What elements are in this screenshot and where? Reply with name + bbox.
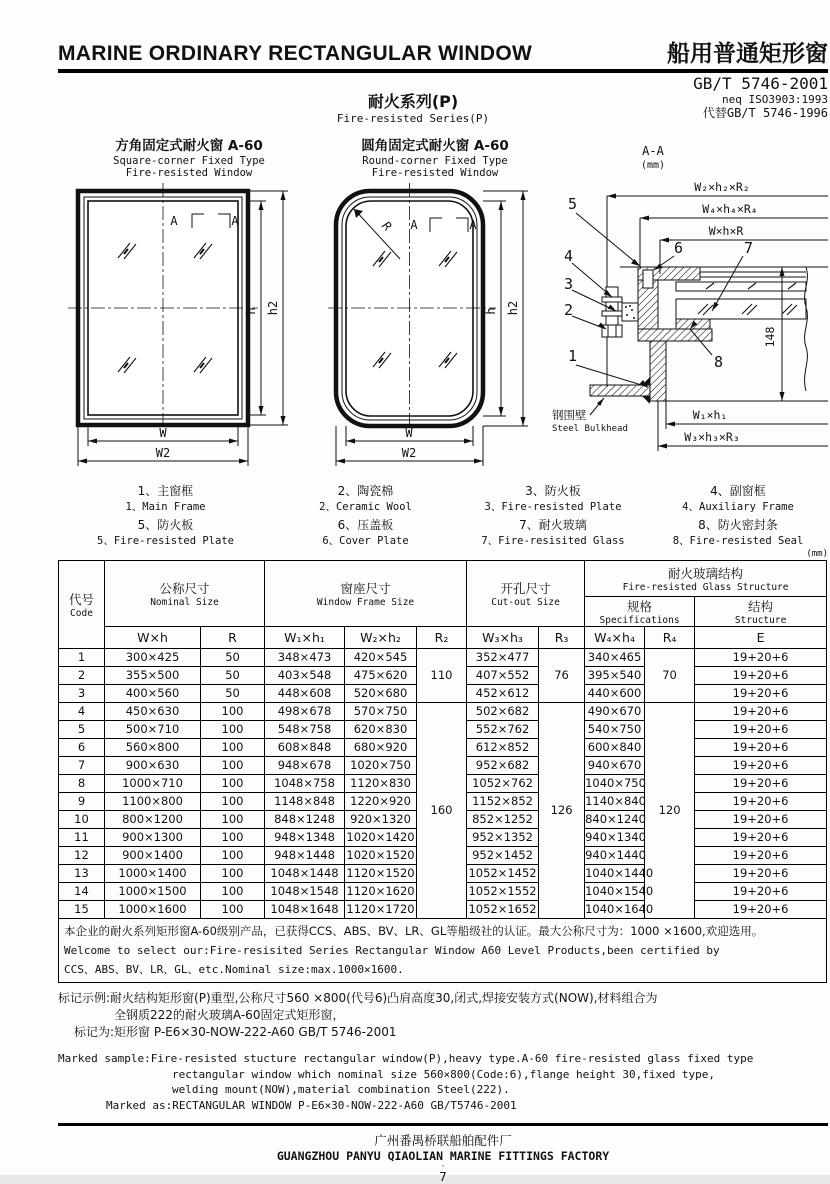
cell: 450×630	[105, 703, 201, 721]
cell: 7	[59, 757, 105, 775]
cell: 500×710	[105, 721, 201, 739]
sym-wh: W×h	[105, 627, 201, 649]
cell-r2-span: 110	[417, 649, 467, 703]
standard-iso: neq ISO3903:1993	[722, 93, 828, 107]
page-title-cn: 船用普通矩形窗	[667, 41, 828, 67]
legend-item-en: 5、Fire-resisted Plate	[97, 535, 234, 547]
table-unit: (mm)	[806, 549, 828, 559]
cell: 403×548	[265, 667, 345, 685]
dim-h-label: h	[244, 307, 258, 315]
col-group-cutout: 开孔尺寸 Cut-out Size	[467, 561, 585, 627]
cell: 100	[201, 757, 265, 775]
cell: 612×852	[467, 739, 539, 757]
legend-item-cn: 7、耐火玻璃	[519, 518, 587, 532]
legend-item-cn: 8、防火密封条	[698, 518, 778, 532]
figures-row	[58, 139, 828, 479]
cell: 355×500	[105, 667, 201, 685]
cell: 3	[59, 685, 105, 703]
dim-w-label: W	[405, 426, 413, 440]
subhead	[58, 73, 828, 139]
dim-w4h4r4-label: W₄×h₄×R₄	[702, 202, 758, 216]
dim-w2h2r2-label: W₂×h₂×R₂	[694, 180, 750, 194]
marking-en-designation: Marked as:RECTANGULAR WINDOW P-E6×30-NOW-222-A60 GB/T5746-2001	[106, 1098, 517, 1112]
legend-item	[648, 515, 828, 549]
cell: 1000×1400	[105, 865, 201, 883]
legend-item-en: 8、Fire-resisted Seal	[672, 535, 804, 547]
legend-item-cn: 5、防火板	[137, 518, 194, 532]
standard-current: GB/T 5746-2001	[693, 74, 828, 93]
part-number-1: 1	[568, 347, 578, 365]
legend-item	[273, 481, 458, 515]
bulkhead-label-cn: 钢围壁	[552, 408, 587, 422]
cell: 548×758	[265, 721, 345, 739]
cell: 1052×1452	[467, 865, 539, 883]
factory-name-cn: 广州番禺桥联船舶配件厂	[374, 1132, 512, 1148]
cell: 100	[201, 811, 265, 829]
legend-item	[273, 515, 458, 549]
cell: 19+20+6	[695, 721, 827, 739]
cell: 420×545	[345, 649, 417, 667]
cell: 11	[59, 829, 105, 847]
legend-item	[58, 481, 273, 515]
cell: 1040×750	[585, 775, 645, 793]
cell: 900×1300	[105, 829, 201, 847]
cell: 1048×1448	[265, 865, 345, 883]
dim-w3h3r3-label: W₃×h₃×R₃	[684, 430, 740, 444]
legend-item	[458, 481, 648, 515]
legend-item	[458, 515, 648, 549]
cell: 50	[201, 649, 265, 667]
marking-notes	[58, 990, 828, 1114]
legend-item-en: 3、Fire-resisted Plate	[484, 501, 622, 513]
cell: 600×840	[585, 739, 645, 757]
cell: 1152×852	[467, 793, 539, 811]
cell: 920×1320	[345, 811, 417, 829]
series-title-cn: 耐火系列(P)	[367, 92, 459, 111]
cell: 300×425	[105, 649, 201, 667]
cell: 6	[59, 739, 105, 757]
standards-block	[693, 74, 828, 121]
series-title-en: Fire-resisted Series(P)	[336, 112, 490, 125]
cell: 340×465	[585, 649, 645, 667]
cell: 680×920	[345, 739, 417, 757]
cell: 448×608	[265, 685, 345, 703]
cell: 100	[201, 847, 265, 865]
col-group-spec: 规格 Specifications	[585, 597, 695, 627]
cell: 19+20+6	[695, 667, 827, 685]
dim-h-label: h	[484, 307, 498, 315]
part-number-6: 6	[674, 239, 684, 257]
col-group-glass: 耐火玻璃结构 Fire-resisted Glass Structure	[585, 561, 827, 597]
header-row-symbols	[59, 627, 827, 649]
cell: 19+20+6	[695, 811, 827, 829]
figure-round-window	[320, 139, 550, 483]
table-note-row	[59, 919, 827, 983]
section-drawing	[550, 139, 828, 464]
cell: 100	[201, 865, 265, 883]
table-note-cn: 本企业的耐火系列矩形窗A-60级别产品，已获得CCS、ABS、BV、LR、GL等船级社的认证。最大公称尺寸为：1000 ×1600,欢迎选用。	[64, 924, 764, 938]
bulkhead-label-en: Steel Bulkhead	[552, 424, 628, 434]
cell: 100	[201, 775, 265, 793]
standard-replaced: 代替GB/T 5746-1996	[702, 106, 828, 121]
cell: 1000×710	[105, 775, 201, 793]
cell: 502×682	[467, 703, 539, 721]
cell: 852×1252	[467, 811, 539, 829]
legend-item-en: 2、Ceramic Wool	[319, 501, 412, 513]
part-number-3: 3	[564, 275, 574, 293]
cell: 490×670	[585, 703, 645, 721]
cell: 8	[59, 775, 105, 793]
cell: 570×750	[345, 703, 417, 721]
cell: 952×682	[467, 757, 539, 775]
cell: 13	[59, 865, 105, 883]
cell: 19+20+6	[695, 685, 827, 703]
cell: 948×1348	[265, 829, 345, 847]
marking-en-line3: welding mount(NOW),material combination Steel(222).	[172, 1083, 510, 1097]
cell: 900×630	[105, 757, 201, 775]
cell: 1120×1720	[345, 901, 417, 919]
cell: 395×540	[585, 667, 645, 685]
cell-r4-span: 120	[645, 703, 695, 919]
cell: 1140×840	[585, 793, 645, 811]
dim-h	[483, 201, 506, 416]
marking-cn-designation: 标记为:矩形窗 P-E6×30-NOW-222-A60 GB/T 5746-2001	[74, 1025, 397, 1040]
figure-section	[550, 139, 828, 468]
cell: 19+20+6	[695, 739, 827, 757]
sym-e: E	[695, 627, 827, 649]
header-row-groups	[59, 561, 827, 597]
cell: 1100×800	[105, 793, 201, 811]
cell: 1040×1440	[585, 865, 645, 883]
cell: 12	[59, 847, 105, 865]
spacer	[58, 1041, 828, 1051]
cell: 940×1340	[585, 829, 645, 847]
cell: 452×612	[467, 685, 539, 703]
cell: 540×750	[585, 721, 645, 739]
legend-item-en: 4、Auxiliary Frame	[682, 501, 794, 513]
legend-item-cn: 3、防火板	[525, 484, 581, 498]
sym-w4h4: W₄×h₄	[585, 627, 645, 649]
masthead	[58, 42, 828, 66]
cell: 440×600	[585, 685, 645, 703]
cell: 520×680	[345, 685, 417, 703]
col-header-code: 代号 Code	[59, 561, 105, 649]
cell: 952×1452	[467, 847, 539, 865]
cell: 1120×830	[345, 775, 417, 793]
table-body	[59, 649, 827, 983]
part-number-4: 4	[564, 247, 574, 265]
cell: 560×800	[105, 739, 201, 757]
cell: 800×1200	[105, 811, 201, 829]
legend-item-cn: 4、副窗框	[710, 484, 766, 498]
parts-legend	[58, 481, 828, 549]
cell: 19+20+6	[695, 757, 827, 775]
part-number-5: 5	[568, 195, 578, 213]
cell: 840×1240	[585, 811, 645, 829]
page-number: 7	[439, 1169, 447, 1184]
cell: 552×762	[467, 721, 539, 739]
cell-r3-span: 126	[539, 703, 585, 919]
cell: 1048×758	[265, 775, 345, 793]
figure-square-title-en1: Square-corner Fixed Type	[113, 154, 265, 167]
cell: 948×1448	[265, 847, 345, 865]
cell: 848×1248	[265, 811, 345, 829]
cell: 5	[59, 721, 105, 739]
cell: 348×473	[265, 649, 345, 667]
sym-r2: R₂	[417, 627, 467, 649]
cell: 1000×1600	[105, 901, 201, 919]
cell: 1052×762	[467, 775, 539, 793]
cell: 940×1440	[585, 847, 645, 865]
page-number-dot: ·	[441, 1161, 445, 1172]
legend-item-en: 1、Main Frame	[125, 501, 206, 513]
cell: 2	[59, 667, 105, 685]
dim-w	[346, 426, 473, 446]
cell: 1	[59, 649, 105, 667]
dim-148-label: 148	[763, 326, 777, 348]
cell: 1048×1548	[265, 883, 345, 901]
dim-w	[88, 425, 238, 446]
legend-item	[648, 481, 828, 515]
part-number-8: 8	[714, 353, 724, 371]
cell: 940×670	[585, 757, 645, 775]
cell: 1040×1640	[585, 901, 645, 919]
table-head	[59, 561, 827, 649]
section-title: A-A	[642, 144, 664, 158]
legend-item	[58, 515, 273, 549]
col-group-nominal: 公称尺寸 Nominal Size	[105, 561, 265, 627]
marking-cn-line2: 全钢质222的耐火玻璃A-60固定式矩形窗，	[114, 1008, 345, 1023]
cell: 19+20+6	[695, 649, 827, 667]
cut-mark-a-left: A	[410, 218, 418, 232]
part-number-2: 2	[564, 301, 574, 319]
table-note-en1: Welcome to select our:Fire-resisited Series Rectangular Window A60 Level Products,been certified by	[64, 944, 720, 957]
cell: 1052×1652	[467, 901, 539, 919]
cell: 100	[201, 721, 265, 739]
cell: 19+20+6	[695, 883, 827, 901]
cell: 100	[201, 901, 265, 919]
figure-square-window	[58, 139, 320, 483]
sym-w1h1: W₁×h₁	[265, 627, 345, 649]
dim-h2-label: h2	[506, 300, 520, 316]
cell: 1040×1540	[585, 883, 645, 901]
dim-w2-label: W2	[401, 446, 417, 460]
cut-mark-a-left: A	[170, 214, 178, 228]
legend-item-cn: 2、陶瓷棉	[337, 484, 394, 498]
figure-round-title-cn: 圆角固定式耐火窗 A-60	[361, 138, 509, 154]
cell: 952×1352	[467, 829, 539, 847]
cut-mark-a-right: A	[231, 214, 239, 228]
figure-square-title-cn: 方角固定式耐火窗 A-60	[115, 138, 263, 154]
cell: 19+20+6	[695, 847, 827, 865]
part-number-7: 7	[744, 239, 754, 257]
cell: 620×830	[345, 721, 417, 739]
figure-round-title-en1: Round-corner Fixed Type	[362, 154, 508, 167]
cell: 100	[201, 829, 265, 847]
cell: 1120×1620	[345, 883, 417, 901]
round-window-drawing	[328, 183, 553, 479]
dimensions-table	[58, 560, 827, 983]
factory-name-en: GUANGZHOU PANYU QIAOLIAN MARINE FITTINGS FACTORY	[276, 1148, 610, 1163]
section-unit: (mm)	[640, 160, 666, 171]
cell: 1120×1520	[345, 865, 417, 883]
cut-mark-a-right: A	[469, 218, 477, 232]
col-group-structure: 结构 Structure	[695, 597, 827, 627]
cell: 1020×1420	[345, 829, 417, 847]
cell: 400×560	[105, 685, 201, 703]
cell: 100	[201, 883, 265, 901]
footer-rule	[58, 1123, 828, 1126]
cell: 900×1400	[105, 847, 201, 865]
figure-square-title-en2: Fire-resisted Window	[125, 166, 253, 179]
marking-en-line1: Marked sample:Fire-resisted stucture rectangular window(P),heavy type.A-60 fire-resisted glass fixed type	[58, 1052, 754, 1066]
dim-w2-label: W2	[155, 446, 171, 460]
cell: 1052×1552	[467, 883, 539, 901]
cell: 100	[201, 793, 265, 811]
cell: 19+20+6	[695, 829, 827, 847]
cell: 948×678	[265, 757, 345, 775]
dim-whr-label: W×h×R	[708, 224, 744, 238]
dim-w-label: W	[159, 426, 167, 440]
page-title-en: MARINE ORDINARY RECTANGULAR WINDOW	[58, 42, 533, 65]
cell: 14	[59, 883, 105, 901]
section-assembly	[590, 267, 828, 404]
cell: 50	[201, 667, 265, 685]
cell: 19+20+6	[695, 793, 827, 811]
cell-r3-span: 76	[539, 649, 585, 703]
table-note-cell	[59, 919, 827, 983]
cell: 19+20+6	[695, 901, 827, 919]
cell: 407×552	[467, 667, 539, 685]
cell: 1020×1520	[345, 847, 417, 865]
sym-r: R	[201, 627, 265, 649]
cell: 50	[201, 685, 265, 703]
cell: 608×848	[265, 739, 345, 757]
section-bottom-dims	[658, 401, 828, 451]
cell: 19+20+6	[695, 775, 827, 793]
cell: 1220×920	[345, 793, 417, 811]
col-group-frame: 窗座尺寸 Window Frame Size	[265, 561, 467, 627]
table-row	[59, 649, 827, 667]
cell: 352×477	[467, 649, 539, 667]
legend-item-en: 6、Cover Plate	[322, 535, 409, 547]
cell: 19+20+6	[695, 703, 827, 721]
sym-w3h3: W₃×h₃	[467, 627, 539, 649]
cell: 19+20+6	[695, 865, 827, 883]
dim-h2-label: h2	[266, 300, 280, 316]
cell: 498×678	[265, 703, 345, 721]
cell: 4	[59, 703, 105, 721]
bulkhead-callout	[552, 398, 628, 434]
legend-item-cn: 6、压盖板	[337, 518, 394, 532]
cell: 1020×750	[345, 757, 417, 775]
cell: 15	[59, 901, 105, 919]
sym-r3: R₃	[539, 627, 585, 649]
marking-en-line2: rectangular window which nominal size 560×800(Code:6),flange height 30,fixed type,	[172, 1067, 716, 1081]
cell: 10	[59, 811, 105, 829]
cell-r4-span: 70	[645, 649, 695, 703]
sym-r4: R₄	[645, 627, 695, 649]
legend-item-cn: 1、主窗框	[137, 484, 194, 498]
cell-r2-span: 160	[417, 703, 467, 919]
legend-item-en: 7、Fire-resisited Glass	[481, 535, 625, 547]
cell: 1000×1500	[105, 883, 201, 901]
sym-w2h2: W₂×h₂	[345, 627, 417, 649]
table-note-en2: CCS、ABS、BV、LR、GL、etc.Nominal size:max.1000×1600.	[64, 963, 404, 976]
cell: 1048×1648	[265, 901, 345, 919]
series-title	[308, 89, 518, 125]
cell: 1148×848	[265, 793, 345, 811]
marking-cn-line1: 标记示例:耐火结构矩形窗(P)重型,公称尺寸560 ×800(代号6)凸肩高度30,闭式,焊接安装方式(NOW),材料组合为	[58, 991, 658, 1005]
cell: 100	[201, 739, 265, 757]
figure-square-title	[58, 139, 320, 183]
table-row	[59, 703, 827, 721]
cell: 475×620	[345, 667, 417, 685]
figure-round-title-en2: Fire-resisted Window	[371, 166, 499, 179]
dim-r-label: R	[379, 218, 395, 234]
cell: 100	[201, 703, 265, 721]
figure-round-title	[320, 139, 550, 183]
cell: 9	[59, 793, 105, 811]
dim-w1h1-label: W₁×h₁	[692, 408, 728, 422]
square-window-drawing	[65, 183, 300, 479]
